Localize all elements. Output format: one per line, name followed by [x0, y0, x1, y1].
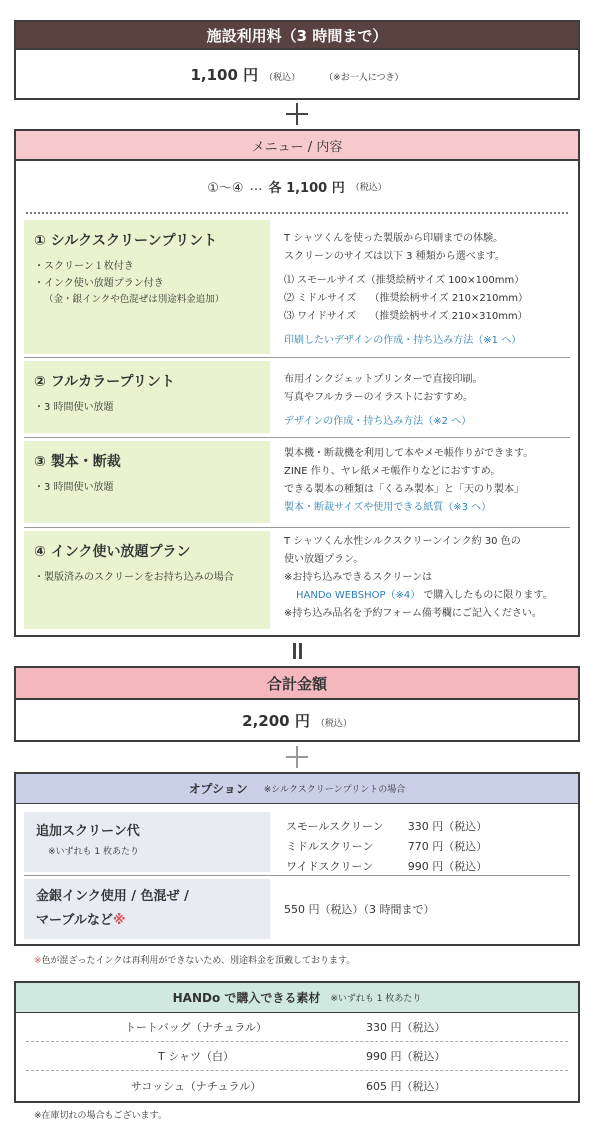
option-title: オプション: [188, 782, 248, 796]
facility-fee-section: [14, 20, 580, 100]
total-price: 2,200 円: [242, 712, 310, 730]
screen-price: 330 円（税込）: [407, 820, 488, 833]
materials-note: ※いずれも 1 枚あたり: [330, 994, 422, 1004]
material-name: トートバッグ（ナチュラル）: [124, 1021, 268, 1034]
desc-line: 製本機・断裁機を利用して本やメモ帳作りができます。: [284, 448, 534, 459]
size-line: ⑵ ミドルサイズ （推奨絵柄サイズ 210×210mm）: [284, 293, 528, 304]
menu-item-title: ③ 製本・断裁: [34, 454, 121, 470]
menu-item-fullcolor: [24, 361, 570, 433]
webshop-line: [284, 587, 570, 605]
screen-price-table: [284, 816, 511, 878]
desc-line: T シャツくんを使った製版から印刷までの体験。: [284, 233, 504, 244]
option-screen-row: [24, 812, 570, 872]
desc-line: ※お持ち込みできるスクリーンは: [284, 572, 433, 583]
table-row: [286, 838, 509, 856]
menu-item-title: ② フルカラープリント: [34, 374, 175, 390]
option-ink-title-2-line: [36, 909, 258, 933]
menu-item-description: [270, 220, 570, 354]
option-screen-left: [24, 812, 270, 872]
facility-fee-title: 施設利用料（3 時間まで）: [16, 22, 578, 50]
total-section: [14, 666, 580, 742]
facility-fee-tax: （税込）: [264, 73, 301, 83]
materials-header: [16, 983, 578, 1013]
screen-price: 770 円（税込）: [407, 840, 488, 853]
material-price: 605 円（税込）: [366, 1079, 446, 1093]
option-header: [16, 774, 578, 804]
divider: [24, 527, 570, 528]
option-footnote: [34, 953, 355, 966]
option-ink-row: [24, 879, 570, 939]
option-ink-price-cell: [270, 879, 570, 939]
dotted-divider: [26, 212, 568, 214]
desc-line: できる製本の種類は「くるみ製本」と「天のり製本」: [284, 484, 524, 495]
facility-fee-note: （※お一人につき）: [324, 73, 404, 83]
desc-line: T シャツくん水性シルクスクリーンインク約 30 色の: [284, 536, 521, 547]
facility-fee-price-row: [16, 50, 578, 98]
list-item: [26, 1071, 568, 1100]
list-item: [26, 1042, 568, 1071]
webshop-suffix: で購入したものに限ります。: [423, 590, 553, 601]
option-ink-mark: ※: [112, 913, 126, 928]
menu-item-left: [24, 531, 270, 629]
total-tax: （税込）: [315, 719, 352, 729]
desc-line: 布用インクジェットプリンターで直接印刷。: [284, 374, 483, 385]
materials-section: [14, 981, 580, 1103]
option-ink-title-1: 金銀インク使用 / 色混ぜ /: [36, 889, 189, 904]
desc-line: 写真やフルカラーのイラストにおすすめ。: [284, 392, 473, 403]
footnote-text: 色が混ざったインクは再利用ができないため、別途料金を頂戴しております。: [41, 956, 356, 966]
screen-price: 990 円（税込）: [407, 860, 488, 873]
menu-each-price: 各 1,100 円: [268, 180, 345, 196]
menu-item-sub: （金・銀インクや色混ぜは別途料金追加）: [44, 294, 225, 305]
menu-item-binding: [24, 441, 570, 523]
size-line: ⑴ スモールサイズ（推奨絵柄サイズ 100×100mm）: [284, 275, 525, 286]
menu-item-title: ④ インク使い放題プラン: [34, 544, 191, 560]
option-note: ※シルクスクリーンプリントの場合: [263, 785, 406, 795]
divider: [24, 437, 570, 438]
footnote-mark: ※: [34, 956, 42, 966]
option-ink-left: [24, 879, 270, 939]
option-section: [14, 772, 580, 946]
menu-tax: （税込）: [350, 182, 387, 193]
design-guide-link-2[interactable]: デザインの作成・持ち込み方法（※2 へ）: [284, 416, 472, 427]
webshop-link[interactable]: HANDo WEBSHOP（※4）: [296, 590, 421, 601]
menu-price-row: [16, 161, 578, 211]
plus-icon: [286, 103, 308, 125]
menu-item-description: [270, 441, 570, 523]
menu-item-left: [24, 361, 270, 433]
menu-section: [14, 129, 580, 637]
material-price: 990 円（税込）: [366, 1050, 446, 1063]
menu-item-left: [24, 220, 270, 354]
plus-icon: [286, 746, 308, 768]
table-row: [286, 818, 509, 836]
menu-item-bullet: ・インク使い放題プラン付き: [34, 278, 164, 289]
screen-name: ワイドスクリーン: [286, 860, 374, 873]
menu-item-title: ① シルクスクリーンプリント: [34, 233, 218, 249]
menu-item-ink-plan: [24, 531, 570, 629]
option-ink-title-2: マーブルなど: [36, 913, 113, 928]
screen-name: ミドルスクリーン: [286, 840, 374, 853]
desc-line: ZINE 作り、ヤレ紙メモ帳作りなどにおすすめ。: [284, 466, 501, 477]
material-name: サコッシュ（ナチュラル）: [130, 1079, 262, 1093]
menu-item-bullet: ・スクリーン１枚付き: [34, 261, 134, 272]
menu-item-bullet: ・製版済みのスクリーンをお持ち込みの場合: [34, 572, 234, 583]
material-price: 330 円（税込）: [366, 1021, 446, 1034]
total-title: 合計金額: [16, 668, 578, 700]
desc-line: スクリーンのサイズは以下 3 種類から選べます。: [284, 251, 505, 262]
option-screen-prices: [270, 812, 570, 872]
menu-item-left: [24, 441, 270, 523]
list-item: [26, 1013, 568, 1042]
menu-title: メニュー / 内容: [16, 131, 578, 161]
materials-title: HANDo で購入できる素材: [172, 991, 321, 1005]
menu-item-description: [270, 361, 570, 433]
menu-item-description: [270, 531, 570, 629]
menu-item-silkscreen: [24, 220, 570, 354]
materials-footnote: ※在庫切れの場合もございます。: [34, 1111, 167, 1121]
equals-icon: [293, 643, 303, 659]
divider: [24, 357, 570, 358]
option-ink-price: 550 円（税込）（3 時間まで）: [284, 903, 435, 916]
option-screen-sub: ※いずれも 1 枚あたり: [48, 847, 139, 857]
desc-line: 使い放題プラン。: [284, 554, 364, 565]
option-screen-title: 追加スクリーン代: [36, 824, 140, 839]
design-guide-link-1[interactable]: 印刷したいデザインの作成・持ち込み方法（※1 へ）: [284, 335, 522, 346]
divider: [24, 875, 570, 876]
table-row: [286, 858, 509, 876]
menu-item-bullet: ・3 時間使い放題: [34, 402, 114, 413]
binding-guide-link[interactable]: 製本・断裁サイズや使用できる紙質（※3 へ）: [284, 502, 492, 513]
total-price-row: [16, 700, 578, 740]
material-name: T シャツ（白）: [158, 1050, 234, 1063]
facility-fee-price: 1,100 円: [190, 66, 259, 84]
desc-line: ※持ち込み品名を予約フォーム備考欄にご記入ください。: [284, 608, 542, 619]
menu-dots: …: [249, 178, 263, 194]
menu-range: ①～④: [207, 180, 244, 196]
screen-name: スモールスクリーン: [286, 820, 384, 833]
menu-item-bullet: ・3 時間使い放題: [34, 482, 114, 493]
size-line: ⑶ ワイドサイズ （推奨絵柄サイズ 210×310mm）: [284, 311, 528, 322]
